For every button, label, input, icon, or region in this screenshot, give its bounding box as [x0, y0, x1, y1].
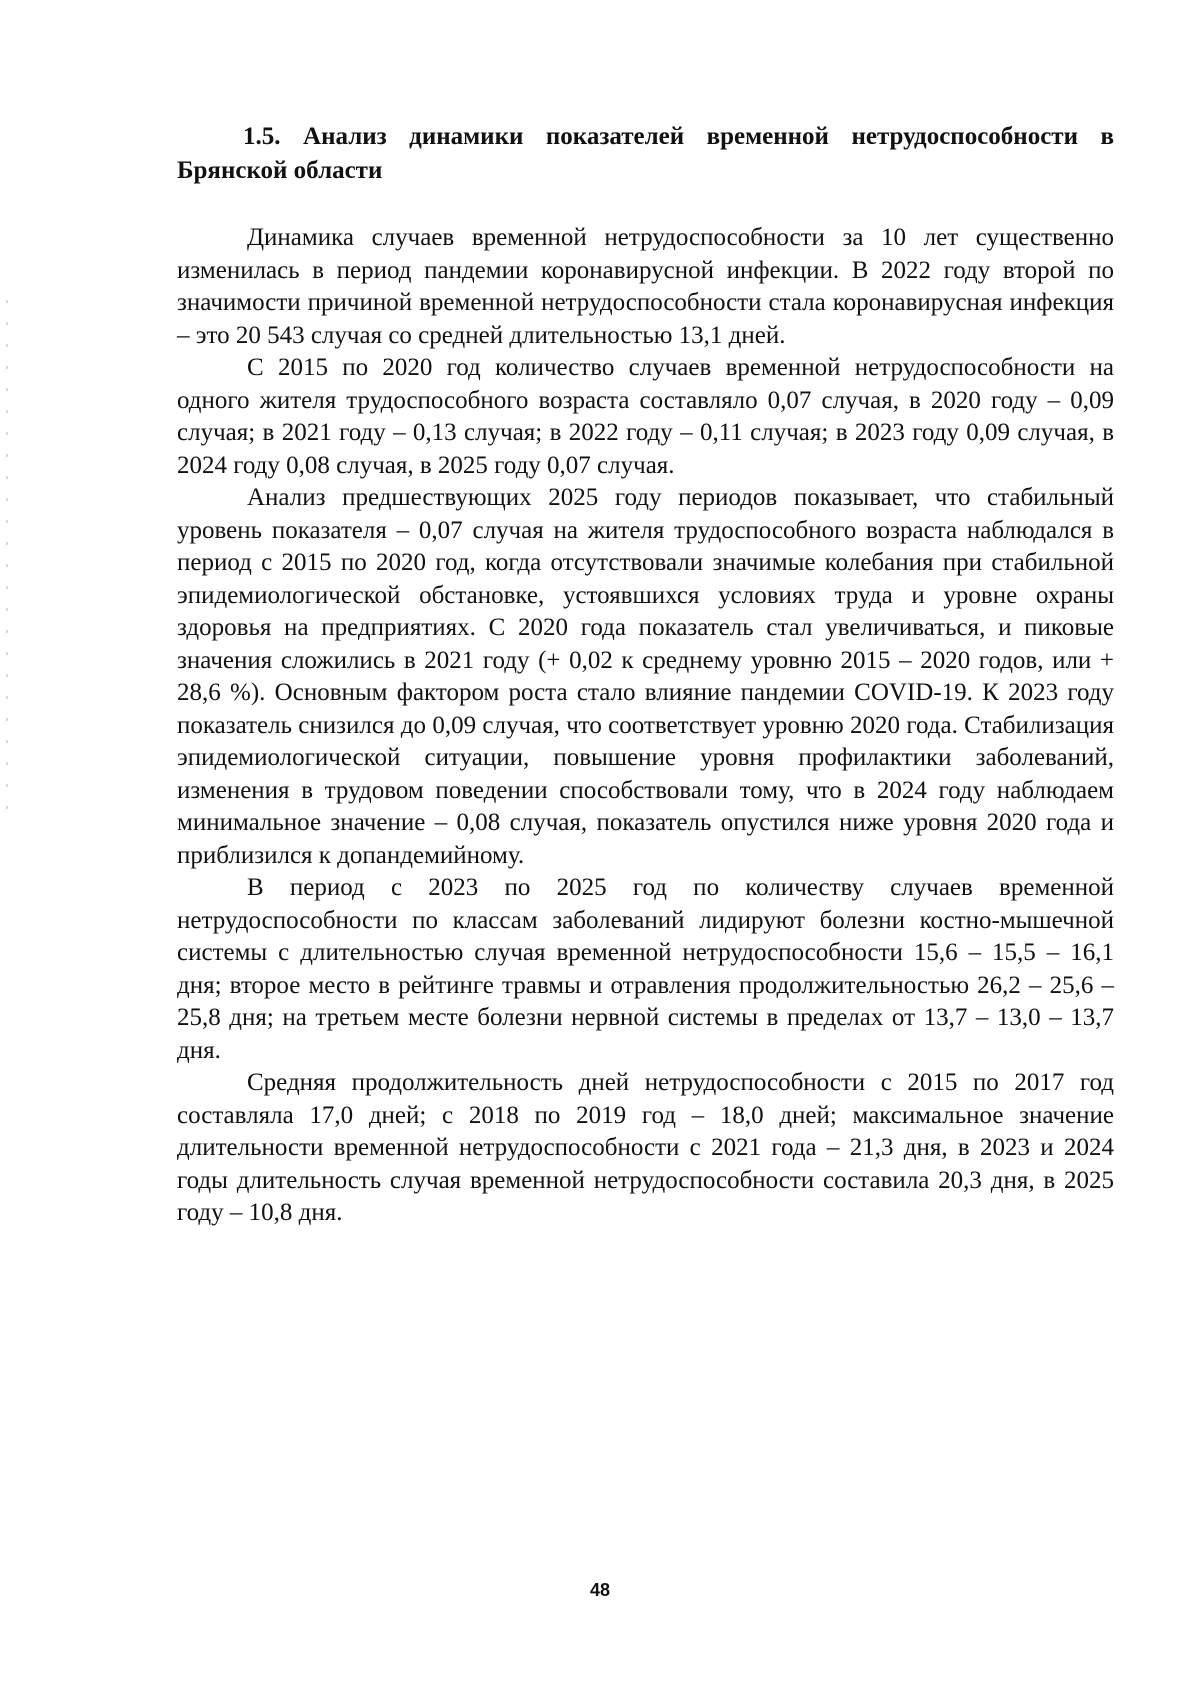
paragraph-cases-per-resident: С 2015 по 2020 год количество случаев временной нетрудоспособности на одного жителя трудоспособного возраста составляло 0,07 случая, в 2020 году – 0,09 случая; в 2021 году – 0,13 случая; в 2022 году – 0,11 случая; в 2023 году 0,09 случая, в 2024 году 0,08 случая, в 2025 году 0,07 случая. [177, 354, 1114, 479]
scan-edge-marks [6, 300, 8, 820]
paragraph-average-duration: Средняя продолжительность дней нетрудоспособности с 2015 по 2017 год составляла 17,0 дней; с 2018 по 2019 год – 18,0 дней; максимальное значение длительности временной нетрудоспособности с 2021 года – 21,3 дня, в 2023 и 2024 годы длительность случая временной нетрудоспособности составила 20,3 дня, в 2025 году – 10,8 дня. [177, 1069, 1114, 1226]
paragraph-disease-classes: В период с 2023 по 2025 год по количеству случаев временной нетрудоспособности по классам заболеваний лидируют болезни костно-мышечной системы с длительностью случая временной нетрудоспособности 15,6 – 15,5 – 16,1 дня; второе место в рейтинге травмы и отравления продолжительностью 26,2 – 25,6 – 25,8 дня; на третьем месте болезни нервной системы в пределах от 13,7 – 13,0 – 13,7 дня. [177, 874, 1114, 1064]
paragraph-period-analysis: Анализ предшествующих 2025 году периодов показывает, что стабильный уровень показателя – 0,07 случая на жителя трудоспособного возраста наблюдался в период с 2015 по 2020 год, когда отсутствовали значимые колебания при стабильной эпидемиологической обстановке, устоявшихся условиях труда и уровне охраны здоровья на предприятиях. С 2020 года показатель стал увеличиваться, и пиковые значения сложились в 2021 году (+ 0,02 к среднему уровню 2015 – 2020 годов, или + 28,6 %). Основным фактором роста стало влияние пандемии COVID-19. К 2023 году показатель снизился до 0,09 случая, что соответствует уровню 2020 года. Стабилизация эпидемиологической ситуации, повышение уровня профилактики заболеваний, изменения в трудовом поведении способствовали тому, что в 2024 году наблюдаем минимальное значение – 0,08 случая, показатель опустился ниже уровня 2020 года и приблизился к допандемийному. [177, 484, 1114, 869]
page-number: 48 [589, 1580, 611, 1600]
paragraph-covid-dynamics: Динамика случаев временной нетрудоспособности за 10 лет существенно изменилась в период пандемии коронавирусной инфекции. В 2022 году второй по значимости причиной временной нетрудоспособности стала коронавирусная инфекция – это 20 543 случая со средней длительностью 13,1 дней. [177, 224, 1114, 349]
page-body [177, 120, 1114, 1230]
section-heading: 1.5. Анализ динамики показателей временной нетрудоспособности в Брянской области [177, 123, 1114, 184]
